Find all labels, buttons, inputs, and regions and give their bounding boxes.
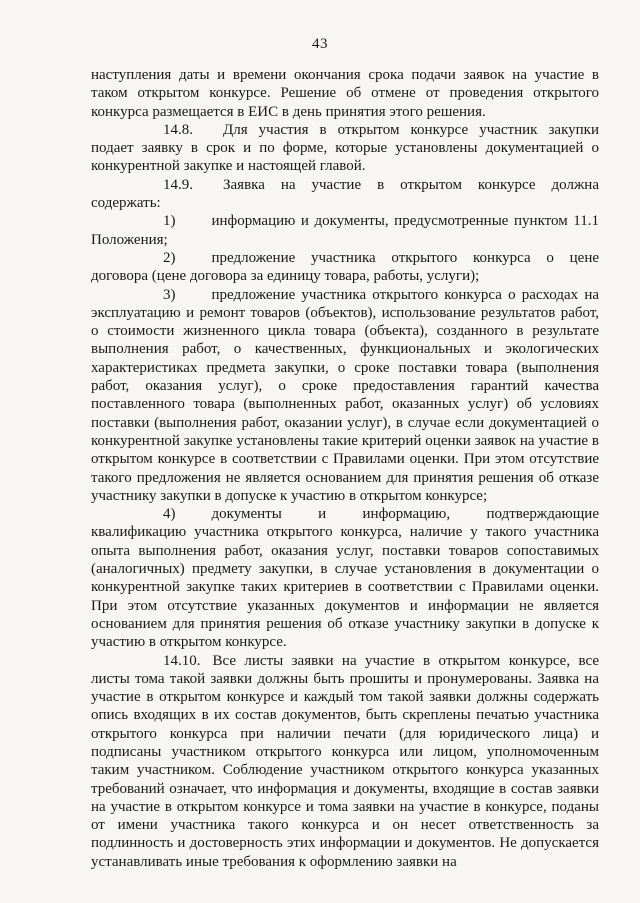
clause-number: 14.10. [163, 652, 201, 669]
clause-number: 14.9. [163, 176, 193, 193]
list-number: 1) [163, 213, 176, 230]
paragraph-text: информацию и документы, предусмотренные пунктом 11.1 Положения; [91, 213, 599, 248]
paragraph-text: Для участия в открытом конкурсе участник закупки подает заявку в срок и по форме, которые установлены документацией о конкурентной закупке и настоящей главой. [91, 121, 599, 175]
list-item-1 [91, 212, 599, 249]
list-number: 2) [163, 249, 176, 266]
paragraph-text: предложение участника открытого конкурса о расходах на эксплуатацию и ремонт товаров (объектов), использование результатов работ, о стоимости жизненного цикла товара (объекта), созданного в результате выполнения работ, о качественных, функциональных и экологических характеристиках предмета закупки, о сроке поставки товара (выполнения работ, оказания услуг), о сроке предоставления гарантий качества поставленного товара (выполненных работ, оказанных услуг) об условиях поставки (выполнения работ, оказании услуг), в случае если документацией о конкурентной закупке установлены такие критерий оценки заявок на участие в открытом конкурсе в соответствии с Правилами оценки. При этом отсутствие такого предложения не является основанием для принятия решения об отказе участнику закупки в допуске к участию в открытом конкурсе; [91, 286, 599, 504]
clause-number: 14.8. [163, 121, 193, 138]
clause-14-8 [91, 121, 599, 176]
page-number: 43 [312, 36, 328, 52]
list-number: 3) [163, 286, 176, 303]
list-item-3 [91, 286, 599, 506]
clause-14-10 [91, 652, 599, 872]
document-body [91, 66, 599, 871]
paragraph-text: наступления даты и времени окончания срока подачи заявок на участие в таком открытом конкурсе. Решение об отмене от проведения открытого конкурса размещается в ЕИС в день принятия этого решения. [91, 67, 599, 120]
paragraph-text: документы и информацию, подтверждающие квалификацию участника открытого конкурса, наличие у такого участника опыта выполнения работ, оказания услуг, поставки товаров сопоставимых (аналогичных) предмету закупки, в случае установления в документации о конкурентной закупке таких критериев в соответствии с Правилами оценки. При этом отсутствие указанных документов и информации не является основанием для принятия решения об отказе участнику закупки в допуске к участию в открытом конкурсе. [91, 506, 599, 651]
paragraph-continuation [91, 66, 599, 121]
list-item-4 [91, 505, 599, 651]
list-item-2 [91, 249, 599, 286]
clause-14-9 [91, 176, 599, 213]
paragraph-text: Заявка на участие в открытом конкурсе должна содержать: [91, 176, 599, 212]
paragraph-text: Все листы заявки на участие в открытом конкурсе, все листы тома такой заявки должны быть прошиты и пронумерованы. Заявка на участие в открытом конкурсе и каждый том такой заявки должны содержать опись входящих в их состав документов, быть скреплены печатью участника открытого конкурса при наличии печати (для юридического лица) и подписаны участником открытого конкурса или лицом, уполномоченным таким участником. Соблюдение участником открытого конкурса указанных требований означает, что информация и документы, входящие в состав заявки на участие в открытом конкурсе и тома заявки на участие в конкурсе, поданы от имени участника такого конкурса и он несет ответственность за подлинность и достоверность этих информации и документов. Не допускается устанавливать иные требования к оформлению заявки на [91, 652, 599, 870]
list-number: 4) [163, 506, 176, 523]
paragraph-text: предложение участника открытого конкурса о цене договора (цене договора за единицу товара, работы, услуги); [91, 249, 599, 285]
